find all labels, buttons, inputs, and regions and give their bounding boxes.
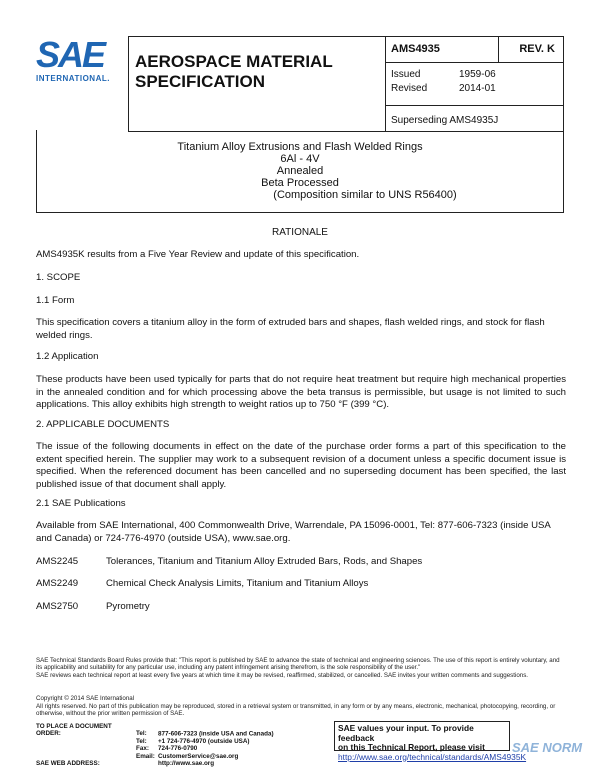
reference-row <box>36 556 422 567</box>
section-1-heading: 1. SCOPE <box>36 272 81 283</box>
web-label: SAE WEB ADDRESS: <box>36 760 100 768</box>
section-2-text: The issue of the following documents in effect on the date of the purchase order forms a part of this specification to the extent specified herein. The supplier may work to a subsequent revision of a document unless a specific document issue is specified. When the referenced document has been cancelled and no superseding document has been specified, the last published issue of that document shall apply. <box>36 441 566 490</box>
section-1-1-text: This specification covers a titanium alloy in the form of extruded bars and shapes, flash welded rings, and stock for flash welded rings. <box>36 317 545 341</box>
section-1-2-heading: 1.2 Application <box>36 351 99 362</box>
revised-label: Revised <box>391 83 428 94</box>
spec-title-line-4: Beta Processed <box>261 177 339 189</box>
document-type-title <box>129 37 386 131</box>
header-block <box>128 36 564 132</box>
title-line-2: SPECIFICATION <box>135 72 266 91</box>
tel-inside: 877-606-7323 (inside USA and Canada) <box>158 730 274 738</box>
reference-row <box>36 601 150 612</box>
fax-label: Fax: <box>136 745 149 753</box>
spec-title-line-2: 6Al - 4V <box>280 153 320 165</box>
spec-title-line-1: Titanium Alloy Extrusions and Flash Welded Rings <box>177 141 423 153</box>
tel-label: Tel: <box>136 730 147 738</box>
revision-label: REV. K <box>499 37 563 63</box>
rationale-text: AMS4935K results from a Five Year Review and update of this specification. <box>36 249 360 260</box>
title-line-1: AEROSPACE MATERIAL <box>135 52 333 71</box>
logo-subtitle: INTERNATIONAL. <box>36 74 110 83</box>
section-2-heading: 2. APPLICABLE DOCUMENTS <box>36 419 170 430</box>
footer-review-note: SAE reviews each technical report at least every five years at which time it may be revised, reaffirmed, stabilized, or cancelled. SAE invites your written comments and suggestions. <box>36 672 529 679</box>
superseding-note: Superseding AMS4935J <box>391 115 499 126</box>
reference-title: Chemical Check Analysis Limits, Titanium and Titanium Alloys <box>106 578 369 589</box>
reference-title: Pyrometry <box>106 601 150 612</box>
document-number: AMS4935 <box>385 37 499 63</box>
feedback-box <box>334 721 527 762</box>
reference-row <box>36 578 368 589</box>
sae-logo <box>36 34 128 88</box>
order-contact-block <box>36 723 274 767</box>
feedback-line-1: SAE values your input. To provide feedback <box>338 723 474 743</box>
section-1-1-heading: 1.1 Form <box>36 295 75 306</box>
issued-label: Issued <box>391 69 421 80</box>
reference-title: Tolerances, Titanium and Titanium Alloy Extruded Bars, Rods, and Shapes <box>106 556 423 567</box>
tel-label: Tel: <box>136 737 147 745</box>
footer-rights: All rights reserved. No part of this publication may be reproduced, stored in a retrieval system or transmitted, in any form or by any means, electronic, mechanical, photocopying, recording, or otherwise, without the prior written permission of SAE. <box>36 703 556 718</box>
reference-code: AMS2245 <box>36 556 79 567</box>
feedback-link[interactable]: http://www.sae.org/technical/standards/AMS4935K <box>338 751 527 762</box>
order-label: TO PLACE A DOCUMENT ORDER: <box>36 723 112 738</box>
rationale-heading: RATIONALE <box>272 227 328 238</box>
email-label: Email: <box>136 752 155 760</box>
issued-value: 1959-06 <box>459 69 496 80</box>
spec-title-line-5: (Composition similar to UNS R56400) <box>273 189 457 201</box>
tel-outside: +1 724-776-4970 (outside USA) <box>158 737 250 745</box>
email-address[interactable]: CustomerService@sae.org <box>158 752 239 760</box>
spec-title-block <box>36 130 564 213</box>
dates-block <box>385 63 563 106</box>
fax-number: 724-776-0790 <box>158 745 198 753</box>
feedback-line-2: on this Technical Report, please visit <box>338 742 485 752</box>
logo-brand: SAE <box>36 34 105 75</box>
web-address[interactable]: http://www.sae.org <box>158 760 215 768</box>
reference-code: AMS2249 <box>36 578 79 589</box>
section-2-1-heading: 2.1 SAE Publications <box>36 498 126 509</box>
section-1-2-text: These products have been used typically for parts that do not require heat treatment but require high mechanical properties in the annealed condition and for which processing above the beta transus is permissible, but usage is not limited to such applications. This alloy exhibits high strength to weight ratios up to 750 °F (399 °C). <box>36 374 566 410</box>
reference-code: AMS2750 <box>36 601 79 612</box>
footer-copyright: Copyright © 2014 SAE International <box>36 695 135 702</box>
revised-value: 2014-01 <box>459 83 496 94</box>
section-2-1-text: Available from SAE International, 400 Commonwealth Drive, Warrendale, PA 15096-0001, Tel: 877-606-7323 (inside USA and Canada) or 724-776-4970 (outside USA), www.sae.org. <box>36 520 551 544</box>
watermark: SAE NORM <box>512 740 583 755</box>
footer-disclaimer: SAE Technical Standards Board Rules provide that: "This report is published by SAE to advance the state of technical and engineering sciences. The use of this report is entirely voluntary, and its applicability and suitability for any particular use, including any patent infringement arising therefrom, is the sole responsibility of the user." <box>36 657 560 672</box>
spec-title-line-3: Annealed <box>276 165 324 177</box>
